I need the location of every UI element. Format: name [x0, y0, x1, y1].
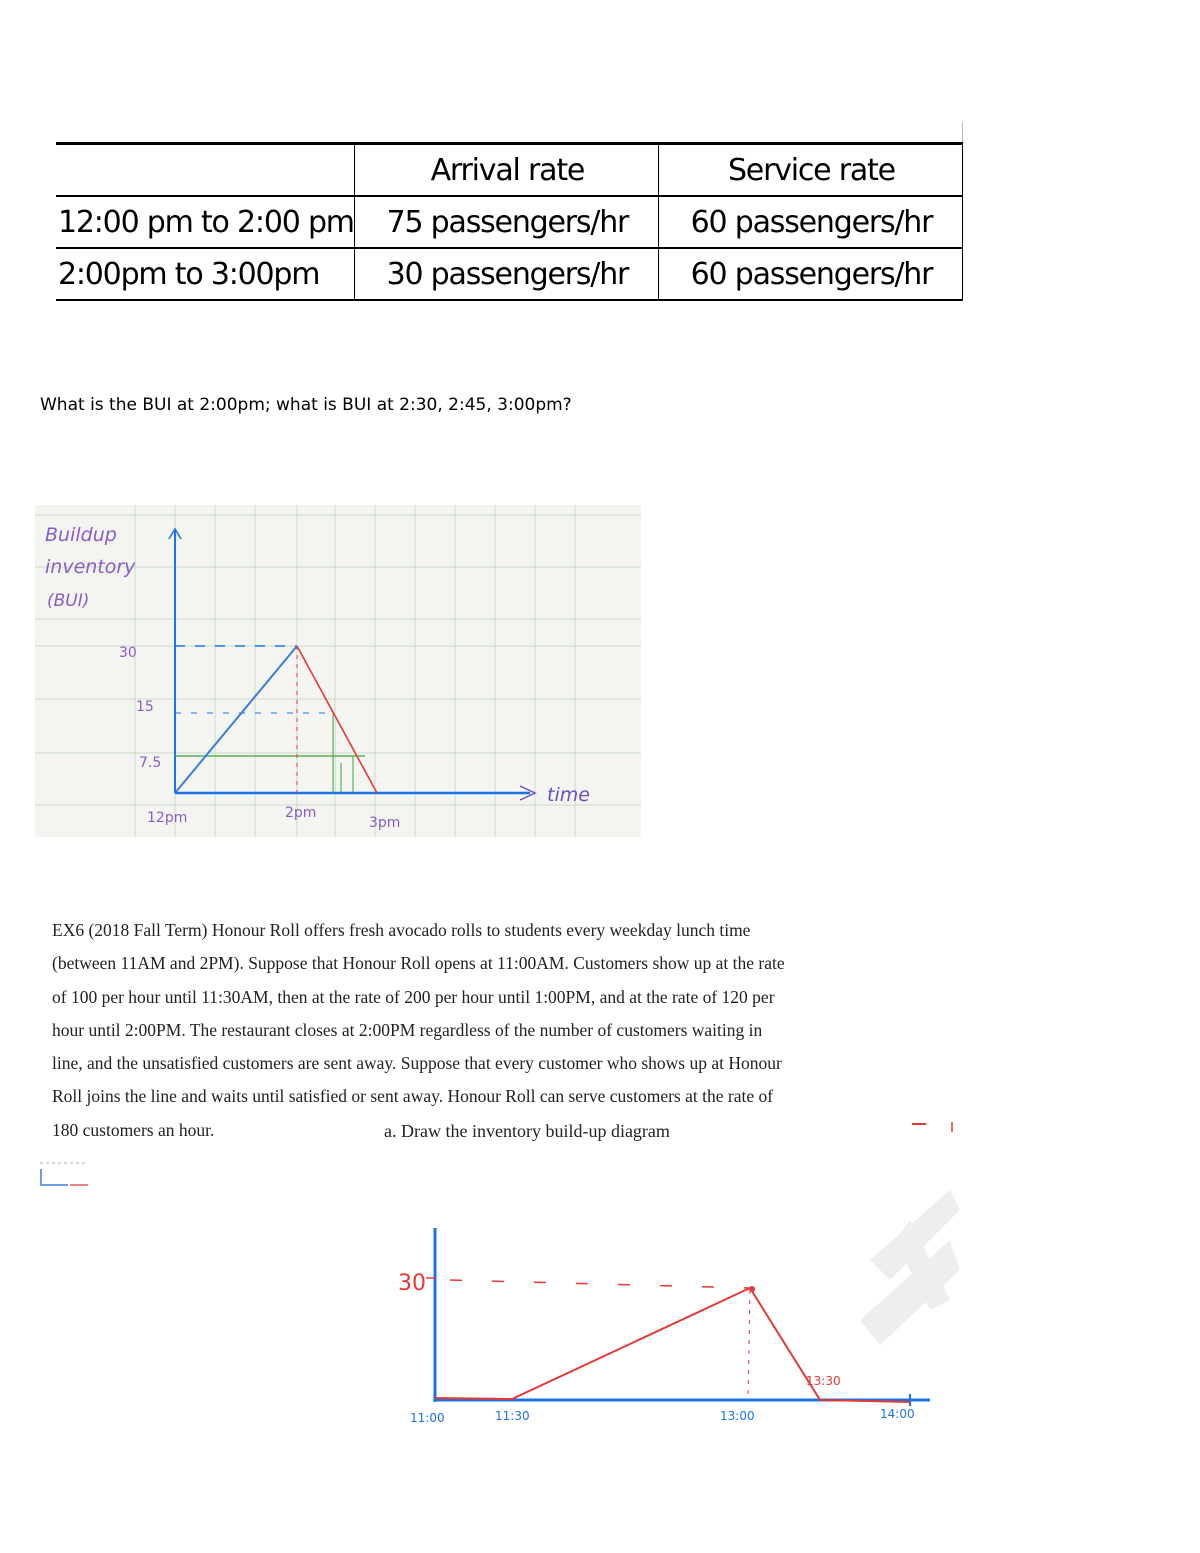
table-edge-line — [962, 122, 963, 142]
x-tick-label: 12pm — [147, 810, 188, 826]
y-tick-label: 30 — [398, 1271, 426, 1296]
part-a-label: a. Draw the inventory build-up diagram — [384, 1120, 670, 1141]
sketch-canvas — [390, 1150, 960, 1435]
header-service-rate: Service rate — [658, 144, 962, 197]
problem-line: (between 11AM and 2PM). Suppose that Honour Roll opens at 11:00AM. Customers show up at the rate — [52, 953, 785, 974]
table-row — [56, 196, 963, 248]
period-cell: 2:00pm to 3:00pm — [56, 248, 354, 300]
table-row — [56, 248, 963, 300]
service-cell: 60 passengers/hr — [658, 196, 962, 248]
problem-line: EX6 (2018 Fall Term) Honour Roll offers fresh avocado rolls to students every weekday lunch time — [52, 920, 751, 940]
x-tick-label: 14:00 — [880, 1407, 915, 1421]
y-tick-label: 15 — [136, 699, 154, 715]
ylabel-line: (BUI) — [47, 591, 90, 611]
problem-line: 180 customers an hour. — [52, 1119, 215, 1140]
bui-sketch-diagram — [35, 505, 641, 837]
period-cell: 12:00 pm to 2:00 pm — [56, 196, 354, 248]
x-axis-label: time — [547, 784, 590, 806]
table-header-row — [56, 144, 963, 197]
x-tick-label: 2pm — [285, 805, 317, 821]
problem-line: hour until 2:00PM. The restaurant closes at 2:00PM regardless of the number of customers waiting in — [52, 1019, 763, 1040]
question-text: What is the BUI at 2:00pm; what is BUI at 2:30, 2:45, 3:00pm? — [40, 395, 572, 415]
rate-table — [56, 142, 963, 301]
peak-point — [749, 1286, 755, 1292]
arrival-cell: 30 passengers/hr — [354, 248, 658, 300]
ylabel-line: inventory — [45, 556, 136, 578]
problem-line: line, and the unsatisfied customers are sent away. Suppose that every customer who shows up at Honour — [52, 1053, 782, 1074]
problem-line: Roll joins the line and waits until satisfied or sent away. Honour Roll can serve customers at the rate of — [52, 1086, 774, 1107]
y-tick-label: 7.5 — [139, 755, 162, 771]
scribble-mark — [38, 1161, 90, 1189]
header-arrival-rate: Arrival rate — [354, 144, 658, 197]
y-tick-label: 30 — [119, 645, 137, 661]
ylabel-line: Buildup — [45, 524, 117, 546]
x-tick-label: 13:30 — [806, 1374, 841, 1388]
problem-statement — [52, 914, 912, 1147]
problem-last-row — [52, 1114, 912, 1147]
header-cell-empty — [56, 144, 354, 197]
x-tick-label: 11:00 — [410, 1411, 445, 1425]
x-tick-label: 13:00 — [720, 1409, 755, 1423]
problem-line: of 100 per hour until 11:30AM, then at the rate of 200 per hour until 1:00PM, and at the rate of 120 per — [52, 986, 775, 1007]
service-cell: 60 passengers/hr — [658, 248, 962, 300]
x-tick-label: 3pm — [369, 815, 401, 831]
arrival-cell: 75 passengers/hr — [354, 196, 658, 248]
x-tick-label: 11:30 — [495, 1409, 530, 1423]
red-corner-mark — [910, 1118, 960, 1134]
inventory-buildup-sketch — [390, 1150, 960, 1435]
